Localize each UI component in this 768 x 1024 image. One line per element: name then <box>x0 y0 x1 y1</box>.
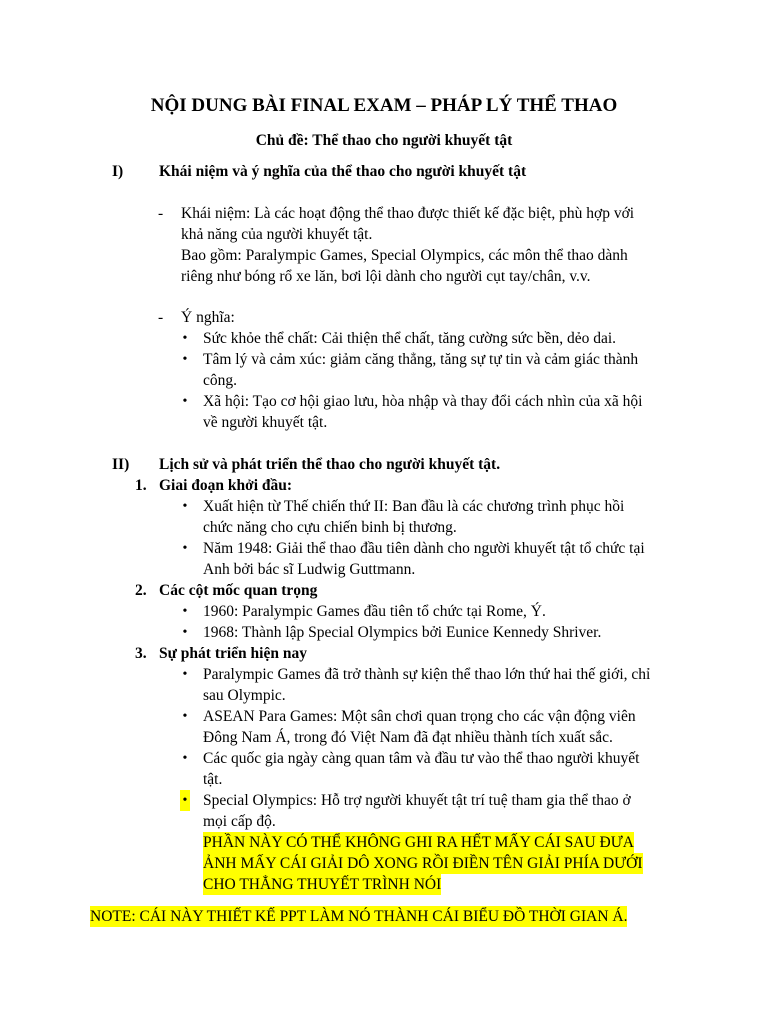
concept-line: khả năng của người khuyết tật. <box>181 226 373 243</box>
bullet-icon: • <box>182 751 188 766</box>
list-item-cont: công. <box>203 372 238 389</box>
list-item: 1968: Thành lập Special Olympics bởi Eunice Kennedy Shriver. <box>203 624 602 641</box>
subsection-number: 3. <box>135 645 147 662</box>
bullet-icon: • <box>182 352 188 367</box>
bullet-icon: • <box>182 625 188 640</box>
list-item: Paralympic Games đã trở thành sự kiện thể thao lớn thứ hai thế giới, chỉ <box>203 666 651 683</box>
highlighted-note-line: CHO THẲNG THUYẾT TRÌNH NÓI <box>203 876 442 893</box>
subsection-number: 2. <box>135 582 147 599</box>
dash-marker: - <box>158 309 164 326</box>
note-line: NOTE: CÁI NÀY THIẾT KẾ PPT LÀM NÓ THÀNH CÁI BIỂU ĐỒ THỜI GIAN Á. <box>90 908 628 925</box>
bullet-icon: • <box>182 541 188 556</box>
list-item: Xã hội: Tạo cơ hội giao lưu, hòa nhập và thay đổi cách nhìn của xã hội <box>203 393 643 410</box>
list-item-cont: tật. <box>203 771 223 788</box>
highlighted-note-line: ẢNH MẤY CÁI GIẢI DÔ XONG RỒI ĐIỀN TÊN GIẢI PHÍA DƯỚI <box>203 855 643 872</box>
meaning-label: Ý nghĩa: <box>181 309 235 326</box>
list-item-cont: mọi cấp độ. <box>203 813 276 830</box>
subsection-heading: Các cột mốc quan trọng <box>159 582 318 599</box>
list-item-cont: sau Olympic. <box>203 687 286 704</box>
section-1-heading: Khái niệm và ý nghĩa của thể thao cho người khuyết tật <box>159 163 527 180</box>
concept-line: Khái niệm: Là các hoạt động thể thao được thiết kế đặc biệt, phù hợp với <box>181 205 635 222</box>
list-item: Special Olympics: Hỗ trợ người khuyết tật trí tuệ tham gia thể thao ở <box>203 792 631 809</box>
section-2-number: II) <box>112 456 130 473</box>
section-2-heading: Lịch sử và phát triển thể thao cho người khuyết tật. <box>159 456 501 473</box>
list-item: Tâm lý và cảm xúc: giảm căng thẳng, tăng sự tự tin và cảm giác thành <box>203 351 639 368</box>
bullet-icon: • <box>182 709 188 724</box>
list-item-cont: Anh bởi bác sĩ Ludwig Guttmann. <box>203 561 416 578</box>
bullet-icon: • <box>182 394 188 409</box>
subsection-number: 1. <box>135 477 147 494</box>
list-item: Năm 1948: Giải thể thao đầu tiên dành cho người khuyết tật tổ chức tại <box>203 540 645 557</box>
highlighted-note-line: PHẦN NÀY CÓ THỂ KHÔNG GHI RA HẾT MẤY CÁI SAU ĐƯA <box>203 834 634 851</box>
list-item: Xuất hiện từ Thế chiến thứ II: Ban đầu là các chương trình phục hồi <box>203 498 625 515</box>
page-title: NỘI DUNG BÀI FINAL EXAM – PHÁP LÝ THỂ THAO <box>150 95 618 116</box>
bullet-icon: • <box>182 499 188 514</box>
list-item-cont: về người khuyết tật. <box>203 414 328 431</box>
bullet-icon: • <box>180 790 190 811</box>
list-item-cont: Đông Nam Á, trong đó Việt Nam đã đạt nhiều thành tích xuất sắc. <box>203 729 613 746</box>
concept-line: riêng như bóng rổ xe lăn, bơi lội dành cho người cụt tay/chân, v.v. <box>181 268 591 285</box>
list-item: ASEAN Para Games: Một sân chơi quan trọng cho các vận động viên <box>203 708 636 725</box>
bullet-icon: • <box>182 604 188 619</box>
list-item: Sức khỏe thể chất: Cải thiện thể chất, tăng cường sức bền, dẻo dai. <box>203 330 617 347</box>
page-subtitle: Chủ đề: Thể thao cho người khuyết tật <box>255 132 513 149</box>
list-item: 1960: Paralympic Games đầu tiên tổ chức tại Rome, Ý. <box>203 603 546 620</box>
list-item: Các quốc gia ngày càng quan tâm và đầu tư vào thể thao người khuyết <box>203 750 640 767</box>
bullet-icon: • <box>182 331 188 346</box>
dash-marker: - <box>158 205 164 222</box>
subsection-heading: Sự phát triển hiện nay <box>159 645 307 662</box>
subsection-heading: Giai đoạn khởi đầu: <box>159 477 293 494</box>
section-1-number: I) <box>112 163 124 180</box>
bullet-icon: • <box>182 667 188 682</box>
list-item-cont: chức năng cho cựu chiến binh bị thương. <box>203 519 457 536</box>
concept-line: Bao gồm: Paralympic Games, Special Olympics, các môn thể thao dành <box>181 247 628 264</box>
